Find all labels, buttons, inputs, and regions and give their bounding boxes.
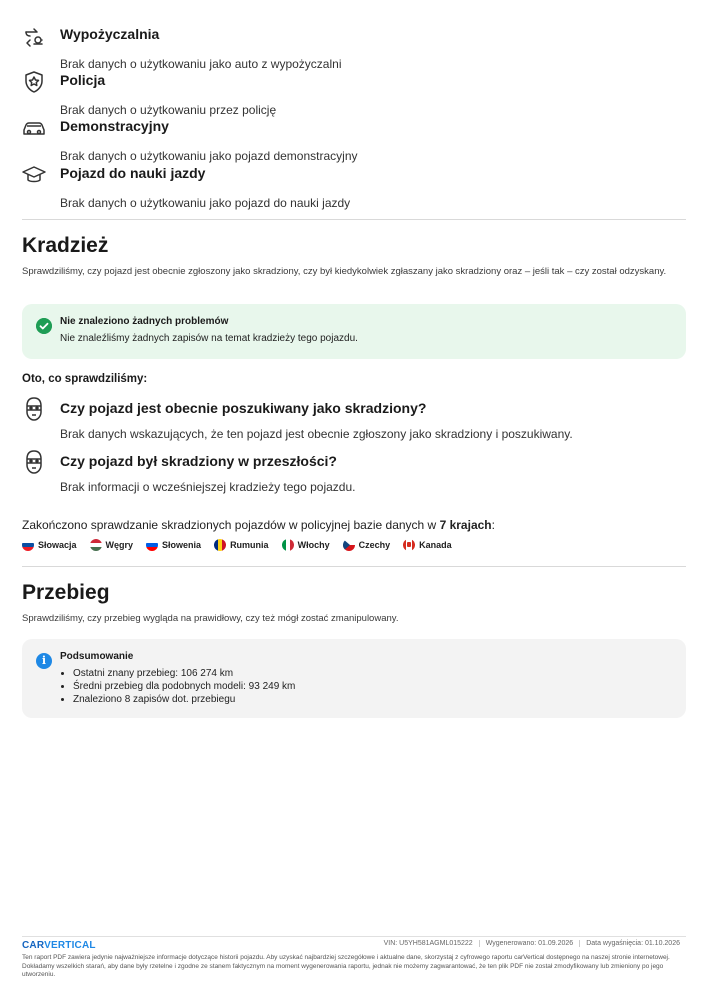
countries-text: Zakończono sprawdzanie skradzionych pojazdów w policyjnej bazie danych w bbox=[22, 518, 437, 532]
mileage-summary-box bbox=[22, 639, 686, 718]
summary-list bbox=[73, 667, 295, 706]
country-label: Czechy bbox=[358, 540, 391, 550]
footer-disclaimer: Ten raport PDF zawiera jedynie najważniejsze informacje dotyczące historii pojazdu. Aby uzyskać najbardziej szczegółowe i aktualne dane, skorzystaj z cyfrowego raportu carVertical dostępnego na naszej stronie internetowej. Dokładamy wszelkich starań, aby dane były rzetelne i zgodne ze stanem faktycznym na moment wygenerowania raportu, jednak nie możemy zagwarantować, że ten plik PDF nie został zmodyfikowany lub zmieniony po jego utworzeniu. bbox=[22, 954, 670, 978]
mileage-intro: Sprawdziliśmy, czy przebieg wygląda na prawidłowy, czy też mógł zostać zmanipulowany. bbox=[22, 613, 399, 624]
theft-status-box bbox=[22, 304, 686, 359]
swap-arrows-icon bbox=[22, 24, 46, 48]
car-icon bbox=[22, 116, 46, 140]
thief-mask-icon bbox=[22, 396, 46, 422]
usage-desc: Brak danych o użytkowaniu jako pojazd demonstracyjny bbox=[60, 149, 358, 163]
country-romania bbox=[214, 539, 269, 551]
usage-title: Demonstracyjny bbox=[60, 118, 169, 134]
countries-count: 7 krajach bbox=[439, 518, 492, 532]
country-label: Rumunia bbox=[230, 540, 269, 550]
check-circle-icon bbox=[36, 318, 52, 334]
country-label: Słowenia bbox=[162, 540, 202, 550]
question-item-past bbox=[22, 451, 686, 495]
summary-item: • Średni przebieg dla podobnych modeli: 93 249 km bbox=[73, 680, 295, 693]
report-meta bbox=[378, 940, 686, 947]
mileage-heading: Przebieg bbox=[22, 581, 110, 604]
country-flags bbox=[22, 539, 465, 551]
summary-title: Podsumowanie bbox=[60, 651, 134, 662]
usage-desc: Brak danych o użytkowaniu jako auto z wypożyczalni bbox=[60, 57, 342, 71]
country-czechia bbox=[343, 539, 391, 551]
section-divider bbox=[22, 219, 686, 220]
usage-item-demo bbox=[22, 116, 686, 164]
usage-title: Policja bbox=[60, 72, 106, 88]
thief-mask-icon bbox=[22, 449, 46, 475]
canada-flag-icon bbox=[403, 539, 415, 551]
info-circle-icon: i bbox=[36, 653, 52, 669]
countries-summary bbox=[22, 518, 495, 532]
country-label: Kanada bbox=[419, 540, 452, 550]
summary-item: • Ostatni znany przebieg: 106 274 km bbox=[73, 667, 295, 680]
question-desc: Brak informacji o wcześniejszej kradzieży tego pojazdu. bbox=[60, 480, 356, 494]
slovakia-flag-icon bbox=[22, 539, 34, 551]
carvertical-logo: CARVERTICAL bbox=[22, 940, 96, 951]
country-label: Włochy bbox=[297, 540, 330, 550]
country-italy bbox=[282, 539, 330, 551]
country-hungary bbox=[90, 539, 134, 551]
status-desc: Nie znaleźliśmy żadnych zapisów na temat kradzieży tego pojazdu. bbox=[60, 333, 358, 344]
usage-item-driving-school bbox=[22, 163, 686, 211]
country-slovakia bbox=[22, 539, 77, 551]
usage-item-police bbox=[22, 70, 686, 118]
question-item-current bbox=[22, 398, 686, 442]
status-title: Nie znaleziono żadnych problemów bbox=[60, 316, 229, 327]
graduation-cap-icon bbox=[22, 163, 46, 187]
usage-title: Pojazd do nauki jazdy bbox=[60, 165, 206, 181]
question-title: Czy pojazd był skradziony w przeszłości? bbox=[60, 453, 337, 469]
vin-label: VIN: U5YH581AGML015222 bbox=[383, 940, 473, 947]
footer-divider bbox=[22, 936, 686, 937]
country-label: Węgry bbox=[105, 540, 134, 550]
police-badge-icon bbox=[22, 70, 46, 94]
countries-colon: : bbox=[491, 518, 495, 532]
theft-intro: Sprawdziliśmy, czy pojazd jest obecnie zgłoszony jako skradziony, czy był kiedykolwiek zgłaszany jako skradziony oraz – jeśli tak – czy został odzyskany. bbox=[22, 266, 667, 277]
question-title: Czy pojazd jest obecnie poszukiwany jako skradziony? bbox=[60, 400, 427, 416]
section-divider bbox=[22, 566, 686, 567]
usage-title: Wypożyczalnia bbox=[60, 26, 160, 42]
theft-heading: Kradzież bbox=[22, 234, 109, 257]
summary-item: • Znaleziono 8 zapisów dot. przebiegu bbox=[73, 693, 295, 706]
expiry-date: Data wygaśnięcia: 01.10.2026 bbox=[579, 940, 686, 947]
question-desc: Brak danych wskazujących, że ten pojazd jest obecnie zgłoszony jako skradziony i poszukiwany. bbox=[60, 427, 573, 441]
hungary-flag-icon bbox=[90, 539, 102, 551]
slovenia-flag-icon bbox=[146, 539, 158, 551]
usage-desc: Brak danych o użytkowaniu przez policję bbox=[60, 103, 277, 117]
usage-item-rental bbox=[22, 24, 686, 72]
usage-desc: Brak danych o użytkowaniu jako pojazd do nauki jazdy bbox=[60, 196, 351, 210]
romania-flag-icon bbox=[214, 539, 226, 551]
checked-label: Oto, co sprawdziliśmy: bbox=[22, 373, 148, 385]
country-slovenia bbox=[146, 539, 201, 551]
generated-date: Wygenerowano: 01.09.2026 bbox=[479, 940, 580, 947]
country-label: Słowacja bbox=[38, 540, 77, 550]
country-canada bbox=[403, 539, 452, 551]
italy-flag-icon bbox=[282, 539, 294, 551]
czechia-flag-icon bbox=[343, 539, 355, 551]
